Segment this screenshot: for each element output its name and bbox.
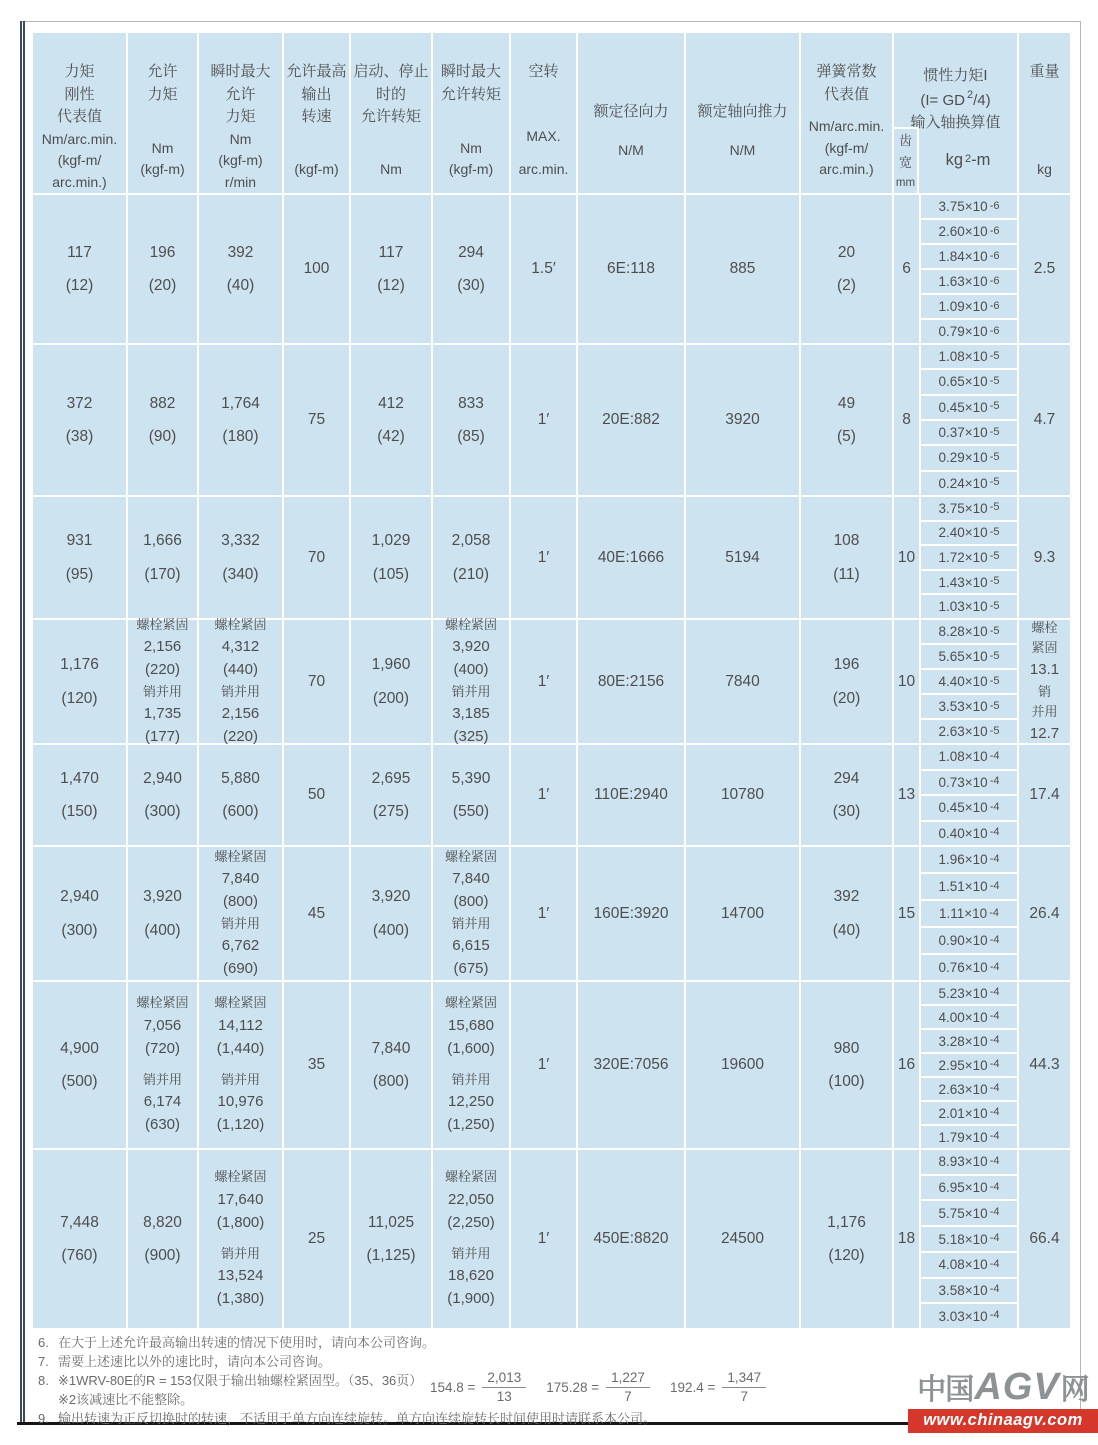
header-unit: (kgf-m) bbox=[294, 161, 339, 178]
cell-radial-force: 40E:1666 bbox=[578, 497, 684, 618]
cell-max-speed: 35 bbox=[284, 982, 349, 1148]
inertia-value: 3.58×10 $^{-4}$ bbox=[921, 1279, 1017, 1303]
cell-momentary-torque: 螺栓紧固 22,050 (2,250) 销并用 18,620 (1,900) bbox=[433, 1150, 509, 1328]
header-inertia-group: 惯性力矩I (I= GD $^2$/4) 输入轴换算值 齿 宽 mm kg $^2$ -m bbox=[894, 33, 1017, 193]
cell-gear-width: 10 bbox=[894, 620, 919, 743]
logo-suffix: 网 bbox=[1060, 1374, 1089, 1406]
header-title: 空转 bbox=[528, 63, 559, 80]
cell-startstop-torque: 7,840 (800) bbox=[351, 982, 431, 1148]
cell-weight: 2.5 bbox=[1019, 195, 1070, 343]
header-max-speed bbox=[284, 33, 349, 193]
cell-inertia bbox=[921, 1150, 1017, 1328]
inertia-value: 1.72×10 $^{-5}$ bbox=[921, 546, 1017, 569]
header-title: 力矩 刚性 代表值 bbox=[56, 63, 102, 125]
footnote-text: 需要上述速比以外的速比时，请向本公司咨询。 bbox=[58, 1354, 332, 1369]
cell-max-speed: 75 bbox=[284, 345, 349, 495]
inertia-value: 2.63×10 $^{-4}$ bbox=[921, 1078, 1017, 1100]
table-row bbox=[33, 1150, 1070, 1330]
inertia-value: 8.28×10 $^{-5}$ bbox=[921, 620, 1017, 643]
inertia-value: 0.24×10 $^{-5}$ bbox=[921, 472, 1017, 495]
cell-startstop-torque: 412 (42) bbox=[351, 345, 431, 495]
inertia-value: 1.09×10 $^{-6}$ bbox=[921, 295, 1017, 318]
cell-max-speed: 25 bbox=[284, 1150, 349, 1328]
page-border-left bbox=[20, 21, 25, 1423]
cell-rigidity: 117 (12) bbox=[33, 195, 126, 343]
cell-peak-torque: 螺栓紧固 7,840 (800) 销并用 6,762 (690) bbox=[199, 847, 282, 980]
header-title: 启动、停止 时的 允许转矩 bbox=[353, 63, 429, 125]
cell-startstop-torque: 117 (12) bbox=[351, 195, 431, 343]
cell-backlash: 1′ bbox=[511, 1150, 576, 1328]
cell-startstop-torque: 1,960 (200) bbox=[351, 620, 431, 743]
cell-weight: 44.3 bbox=[1019, 982, 1070, 1148]
footnote-number: 7. bbox=[38, 1354, 49, 1369]
inertia-value: 1.08×10 $^{-4}$ bbox=[921, 745, 1017, 769]
cell-momentary-torque: 螺栓紧固 7,840 (800) 销并用 6,615 (675) bbox=[433, 847, 509, 980]
footnote-9 bbox=[38, 1411, 1038, 1427]
cell-startstop-torque: 2,695 (275) bbox=[351, 745, 431, 845]
cell-gear-width: 8 bbox=[894, 345, 919, 495]
inertia-value: 4.40×10 $^{-5}$ bbox=[921, 670, 1017, 693]
cell-peak-torque: 5,880 (600) bbox=[199, 745, 282, 845]
inertia-value: 6.95×10 $^{-4}$ bbox=[921, 1176, 1017, 1200]
cell-peak-torque: 3,332 (340) bbox=[199, 497, 282, 618]
cell-backlash: 1′ bbox=[511, 745, 576, 845]
cell-gear-width: 13 bbox=[894, 745, 919, 845]
fraction-denominator: 13 bbox=[496, 1388, 512, 1404]
logo-prefix: 中国 bbox=[917, 1374, 974, 1406]
cell-momentary-torque: 294 (30) bbox=[433, 195, 509, 343]
footnote-text: 在大于上述允许最高输出转速的情况下使用时，请向本公司咨询。 bbox=[58, 1335, 436, 1350]
inertia-value: 0.76×10 $^{-4}$ bbox=[921, 955, 1017, 980]
cell-allow-torque: 1,666 (170) bbox=[128, 497, 197, 618]
header-unit: N/M bbox=[729, 141, 756, 158]
ratio-equations bbox=[430, 1370, 766, 1404]
cell-axial-thrust: 10780 bbox=[686, 745, 799, 845]
inertia-value: 0.73×10 $^{-4}$ bbox=[921, 771, 1017, 795]
cell-max-speed: 70 bbox=[284, 620, 349, 743]
cell-backlash: 1.5′ bbox=[511, 195, 576, 343]
cell-gear-width: 10 bbox=[894, 497, 919, 618]
cell-rigidity: 1,470 (150) bbox=[33, 745, 126, 845]
footnote-6 bbox=[38, 1335, 1038, 1351]
inertia-value: 1.43×10 $^{-5}$ bbox=[921, 571, 1017, 594]
inertia-value: 5.18×10 $^{-4}$ bbox=[921, 1227, 1017, 1251]
inertia-value: 4.00×10 $^{-4}$ bbox=[921, 1006, 1017, 1028]
cell-allow-torque: 196 (20) bbox=[128, 195, 197, 343]
header-unit: Nm/arc.min. (kgf-m/ arc.min.) bbox=[808, 117, 885, 178]
cell-inertia bbox=[921, 195, 1017, 343]
cell-allow-torque: 8,820 (900) bbox=[128, 1150, 197, 1328]
inertia-value: 3.75×10 $^{-6}$ bbox=[921, 195, 1017, 218]
fraction bbox=[722, 1370, 766, 1404]
footnote-number: 9. bbox=[38, 1411, 49, 1426]
table-row bbox=[33, 345, 1070, 497]
spec-table bbox=[33, 33, 1070, 1330]
footnote-number: 6. bbox=[38, 1335, 49, 1350]
fraction-denominator: 7 bbox=[740, 1388, 749, 1404]
cell-spring-const: 294 (30) bbox=[801, 745, 892, 845]
header-backlash bbox=[511, 33, 576, 193]
cell-spring-const: 980 (100) bbox=[801, 982, 892, 1148]
cell-spring-const: 1,176 (120) bbox=[801, 1150, 892, 1328]
inertia-value: 5.75×10 $^{-4}$ bbox=[921, 1201, 1017, 1225]
inertia-value: 0.90×10 $^{-4}$ bbox=[921, 928, 1017, 953]
inertia-value: 1.63×10 $^{-6}$ bbox=[921, 270, 1017, 293]
cell-max-speed: 50 bbox=[284, 745, 349, 845]
cell-weight: 17.4 bbox=[1019, 745, 1070, 845]
cell-max-speed: 70 bbox=[284, 497, 349, 618]
inertia-value: 3.53×10 $^{-5}$ bbox=[921, 695, 1017, 718]
cell-radial-force: 6E:118 bbox=[578, 195, 684, 343]
cell-backlash: 1′ bbox=[511, 847, 576, 980]
cell-momentary-torque: 5,390 (550) bbox=[433, 745, 509, 845]
cell-peak-torque: 螺栓紧固 4,312 (440) 销并用 2,156 (220) bbox=[199, 620, 282, 743]
cell-radial-force: 320E:7056 bbox=[578, 982, 684, 1148]
cell-radial-force: 450E:8820 bbox=[578, 1150, 684, 1328]
header-radial-force bbox=[578, 33, 684, 193]
page-border-top bbox=[20, 21, 1081, 22]
cell-weight: 66.4 bbox=[1019, 1150, 1070, 1328]
inertia-value: 2.63×10 $^{-5}$ bbox=[921, 720, 1017, 743]
ratio-equation bbox=[670, 1370, 766, 1404]
chinaagv-watermark bbox=[908, 1368, 1098, 1433]
inertia-value: 0.65×10 $^{-5}$ bbox=[921, 370, 1017, 393]
header-unit: kg bbox=[1037, 161, 1052, 178]
cell-inertia bbox=[921, 847, 1017, 980]
equation-lhs: 154.8 = bbox=[430, 1379, 476, 1395]
cell-allow-torque: 882 (90) bbox=[128, 345, 197, 495]
fraction bbox=[482, 1370, 526, 1404]
equation-lhs: 175.28 = bbox=[546, 1379, 600, 1395]
cell-axial-thrust: 14700 bbox=[686, 847, 799, 980]
inertia-value: 3.75×10 $^{-5}$ bbox=[921, 497, 1017, 520]
footnote-text: ※1WRV-80E的R = 153仅限于输出轴螺栓紧固型。（35、36页） bbox=[58, 1373, 423, 1388]
cell-max-speed: 45 bbox=[284, 847, 349, 980]
cell-radial-force: 20E:882 bbox=[578, 345, 684, 495]
header-title: 额定轴向推力 bbox=[697, 103, 788, 120]
table-row bbox=[33, 195, 1070, 345]
inertia-value: 4.08×10 $^{-4}$ bbox=[921, 1253, 1017, 1277]
inertia-value: 1.11×10 $^{-4}$ bbox=[921, 901, 1017, 926]
header-startstop-torque bbox=[351, 33, 431, 193]
cell-allow-torque: 螺栓紧固 7,056 (720) 销并用 6,174 (630) bbox=[128, 982, 197, 1148]
cell-backlash: 1′ bbox=[511, 497, 576, 618]
cell-axial-thrust: 19600 bbox=[686, 982, 799, 1148]
cell-radial-force: 160E:3920 bbox=[578, 847, 684, 980]
header-momentary-torque bbox=[433, 33, 509, 193]
cell-inertia bbox=[921, 345, 1017, 495]
equation-lhs: 192.4 = bbox=[669, 1379, 716, 1395]
page-border-right bbox=[1080, 21, 1081, 1423]
header-row bbox=[33, 33, 1070, 195]
cell-backlash: 1′ bbox=[511, 620, 576, 743]
header-spring-const bbox=[801, 33, 892, 193]
inertia-value: 3.28×10 $^{-4}$ bbox=[921, 1030, 1017, 1052]
cell-allow-torque: 3,920 (400) bbox=[128, 847, 197, 980]
table-row bbox=[33, 616, 1070, 745]
inertia-value: 2.95×10 $^{-4}$ bbox=[921, 1054, 1017, 1076]
cell-radial-force: 80E:2156 bbox=[578, 620, 684, 743]
inertia-value: 0.45×10 $^{-5}$ bbox=[921, 396, 1017, 419]
ratio-equation bbox=[546, 1370, 650, 1404]
inertia-value: 1.08×10 $^{-5}$ bbox=[921, 345, 1017, 368]
fraction-numerator: 2,013 bbox=[482, 1370, 526, 1388]
table-row bbox=[33, 497, 1070, 620]
header-title: 允许最高 输出 转速 bbox=[286, 63, 347, 125]
inertia-unit: kg $^2$ -m bbox=[945, 150, 991, 169]
chinaagv-logo bbox=[908, 1368, 1098, 1406]
cell-weight: 螺栓 紧固 13.1 销 并用 12.7 bbox=[1019, 620, 1070, 743]
header-title: 额定径向力 bbox=[593, 103, 669, 120]
footnote-text: ※2该减速比不能整除。 bbox=[58, 1392, 194, 1407]
fraction bbox=[606, 1370, 650, 1404]
header-unit: N/M bbox=[618, 141, 644, 158]
header-unit: Nm (kgf-m) r/min bbox=[218, 130, 263, 190]
header-unit: Nm/arc.min. (kgf-m/ arc.min.) bbox=[41, 130, 118, 190]
cell-axial-thrust: 3920 bbox=[686, 345, 799, 495]
cell-backlash: 1′ bbox=[511, 345, 576, 495]
cell-allow-torque: 2,940 (300) bbox=[128, 745, 197, 845]
cell-allow-torque: 螺栓紧固 2,156 (220) 销并用 1,735 (177) bbox=[128, 620, 197, 743]
inertia-value: 0.79×10 $^{-6}$ bbox=[921, 320, 1017, 343]
header-rigidity bbox=[33, 33, 126, 193]
ratio-equation bbox=[430, 1370, 526, 1404]
header-allow-torque bbox=[128, 33, 197, 193]
cell-peak-torque: 1,764 (180) bbox=[199, 345, 282, 495]
inertia-value: 2.60×10 $^{-6}$ bbox=[921, 220, 1017, 243]
header-title: 弹簧常数 代表值 bbox=[816, 63, 877, 103]
cell-inertia bbox=[921, 982, 1017, 1148]
inertia-value: 5.23×10 $^{-4}$ bbox=[921, 982, 1017, 1004]
cell-startstop-torque: 11,025 (1,125) bbox=[351, 1150, 431, 1328]
inertia-value: 1.03×10 $^{-5}$ bbox=[921, 595, 1017, 618]
cell-momentary-torque: 螺栓紧固 15,680 (1,600) 销并用 12,250 (1,250) bbox=[433, 982, 509, 1148]
cell-gear-width: 16 bbox=[894, 982, 919, 1148]
cell-spring-const: 49 (5) bbox=[801, 345, 892, 495]
inertia-value: 1.51×10 $^{-4}$ bbox=[921, 874, 1017, 899]
inertia-value: 2.40×10 $^{-5}$ bbox=[921, 522, 1017, 545]
gear-width-unit: mm bbox=[895, 177, 916, 190]
header-title: 重量 bbox=[1029, 63, 1060, 80]
fraction-numerator: 1,347 bbox=[722, 1370, 766, 1388]
cell-rigidity: 931 (95) bbox=[33, 497, 126, 618]
inertia-value: 1.96×10 $^{-4}$ bbox=[921, 847, 1017, 872]
cell-axial-thrust: 7840 bbox=[686, 620, 799, 743]
header-gear-width: 齿 宽 mm bbox=[894, 127, 919, 193]
header-peak-torque bbox=[199, 33, 282, 193]
cell-max-speed: 100 bbox=[284, 195, 349, 343]
fraction-numerator: 1,227 bbox=[606, 1370, 650, 1388]
cell-gear-width: 6 bbox=[894, 195, 919, 343]
table-row bbox=[33, 982, 1070, 1150]
cell-peak-torque: 392 (40) bbox=[199, 195, 282, 343]
cell-inertia bbox=[921, 620, 1017, 743]
cell-spring-const: 108 (11) bbox=[801, 497, 892, 618]
cell-spring-const: 196 (20) bbox=[801, 620, 892, 743]
cell-inertia bbox=[921, 497, 1017, 618]
cell-spring-const: 392 (40) bbox=[801, 847, 892, 980]
inertia-value: 5.65×10 $^{-5}$ bbox=[921, 645, 1017, 668]
cell-spring-const: 20 (2) bbox=[801, 195, 892, 343]
inertia-value: 0.40×10 $^{-4}$ bbox=[921, 822, 1017, 846]
cell-momentary-torque: 833 (85) bbox=[433, 345, 509, 495]
footnote-text: 输出转速为正反切换时的转速，不适用于单方向连续旋转。单方向连续旋转长时间使用时请联系本公司。 bbox=[58, 1411, 657, 1426]
footnote-7 bbox=[38, 1354, 1038, 1370]
cell-rigidity: 2,940 (300) bbox=[33, 847, 126, 980]
cell-rigidity: 1,176 (120) bbox=[33, 620, 126, 743]
cell-momentary-torque: 2,058 (210) bbox=[433, 497, 509, 618]
inertia-value: 8.93×10 $^{-4}$ bbox=[921, 1150, 1017, 1174]
cell-rigidity: 372 (38) bbox=[33, 345, 126, 495]
cell-peak-torque: 螺栓紧固 14,112 (1,440) 销并用 10,976 (1,120) bbox=[199, 982, 282, 1148]
inertia-value: 1.79×10 $^{-4}$ bbox=[921, 1126, 1017, 1148]
header-title: 瞬时最大 允许 力矩 bbox=[210, 63, 271, 125]
cell-inertia bbox=[921, 745, 1017, 845]
cell-weight: 9.3 bbox=[1019, 497, 1070, 618]
inertia-value: 3.03×10 $^{-4}$ bbox=[921, 1304, 1017, 1328]
inertia-value: 0.37×10 $^{-5}$ bbox=[921, 421, 1017, 444]
cell-startstop-torque: 3,920 (400) bbox=[351, 847, 431, 980]
header-title: 瞬时最大 允许转矩 bbox=[440, 63, 501, 103]
cell-axial-thrust: 5194 bbox=[686, 497, 799, 618]
cell-rigidity: 4,900 (500) bbox=[33, 982, 126, 1148]
cell-gear-width: 18 bbox=[894, 1150, 919, 1328]
cell-weight: 4.7 bbox=[1019, 345, 1070, 495]
header-unit: MAX. arc.min. bbox=[518, 127, 569, 178]
header-title: 允许 力矩 bbox=[147, 63, 178, 103]
cell-backlash: 1′ bbox=[511, 982, 576, 1148]
cell-axial-thrust: 885 bbox=[686, 195, 799, 343]
inertia-value: 0.45×10 $^{-4}$ bbox=[921, 796, 1017, 820]
cell-axial-thrust: 24500 bbox=[686, 1150, 799, 1328]
header-unit: Nm bbox=[380, 161, 402, 178]
header-unit: Nm (kgf-m) bbox=[140, 139, 185, 178]
inertia-value: 0.29×10 $^{-5}$ bbox=[921, 446, 1017, 469]
table-row bbox=[33, 847, 1070, 982]
table-row bbox=[33, 745, 1070, 847]
fraction-denominator: 7 bbox=[624, 1388, 632, 1404]
header-unit: Nm (kgf-m) bbox=[448, 139, 494, 178]
cell-radial-force: 110E:2940 bbox=[578, 745, 684, 845]
inertia-value: 2.01×10 $^{-4}$ bbox=[921, 1102, 1017, 1124]
header-axial-thrust bbox=[686, 33, 799, 193]
cell-peak-torque: 螺栓紧固 17,640 (1,800) 销并用 13,524 (1,380) bbox=[199, 1150, 282, 1328]
cell-momentary-torque: 螺栓紧固 3,920 (400) 销并用 3,185 (325) bbox=[433, 620, 509, 743]
footnote-number: 8. bbox=[38, 1373, 49, 1388]
logo-brand: AGV bbox=[974, 1366, 1060, 1408]
cell-rigidity: 7,448 (760) bbox=[33, 1150, 126, 1328]
cell-startstop-torque: 1,029 (105) bbox=[351, 497, 431, 618]
cell-gear-width: 15 bbox=[894, 847, 919, 980]
cell-weight: 26.4 bbox=[1019, 847, 1070, 980]
inertia-value: 1.84×10 $^{-6}$ bbox=[921, 245, 1017, 268]
header-weight bbox=[1019, 33, 1070, 193]
logo-url: www.chinaagv.com bbox=[908, 1409, 1098, 1433]
